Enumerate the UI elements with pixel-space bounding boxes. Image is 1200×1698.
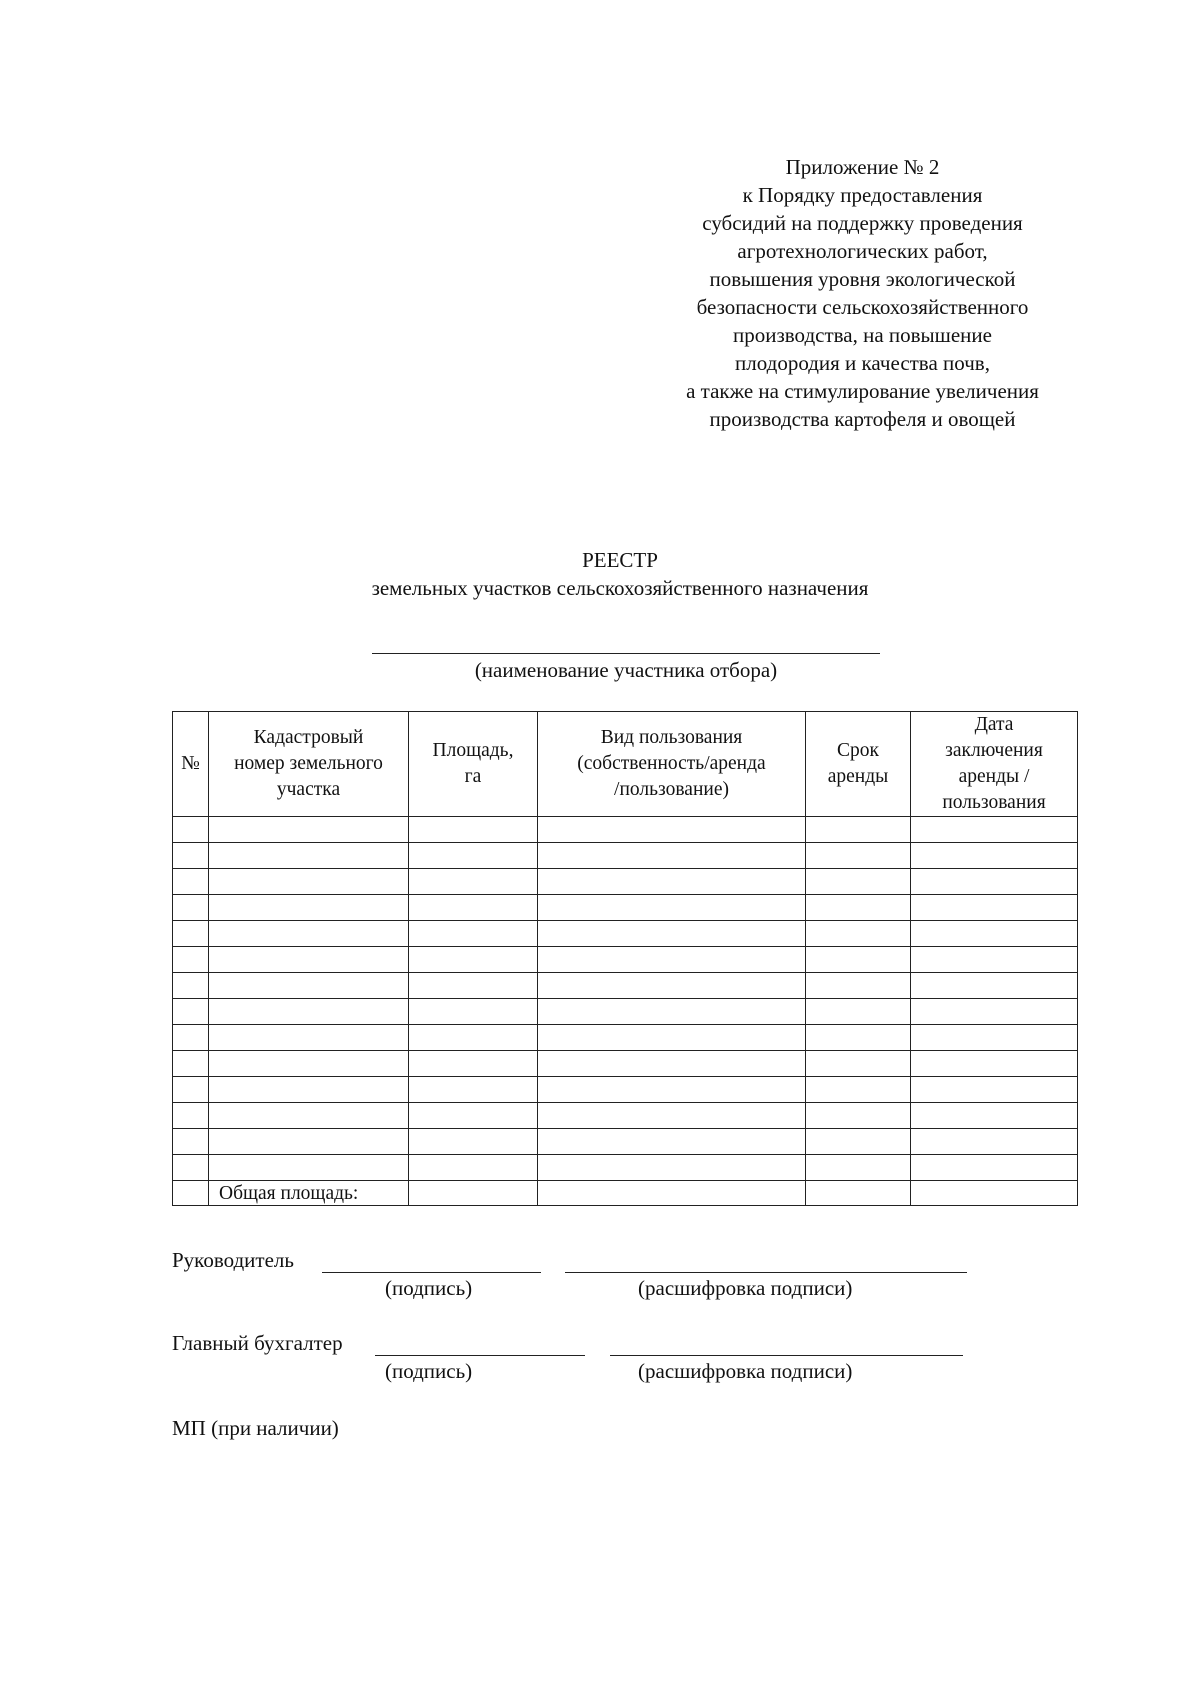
cell-contract-date[interactable] [911, 895, 1078, 921]
registry-body [173, 817, 1078, 1181]
cell-area[interactable] [409, 1129, 538, 1155]
cell-cadastral-number[interactable] [209, 1077, 409, 1103]
cell-contract-date[interactable] [911, 1103, 1078, 1129]
document-subtitle: земельных участков сельскохозяйственного назначения [371, 576, 869, 600]
cell-contract-date[interactable] [911, 1077, 1078, 1103]
cell-use-type[interactable] [538, 895, 806, 921]
cell-cadastral-number[interactable] [209, 869, 409, 895]
cell-lease-term[interactable] [806, 817, 911, 843]
header-lease-term: Срок аренды [806, 712, 911, 817]
header-cadastral-number: Кадастровый номер земельного участка [209, 712, 409, 817]
cell-area[interactable] [409, 1103, 538, 1129]
table-row [173, 973, 1078, 999]
cell-use-type[interactable] [538, 869, 806, 895]
appendix-header [640, 153, 1085, 433]
cell-use-type[interactable] [538, 999, 806, 1025]
cell-use-type[interactable] [538, 1077, 806, 1103]
cell-use-type[interactable] [538, 973, 806, 999]
cell-number[interactable] [173, 869, 209, 895]
cell-contract-date[interactable] [911, 869, 1078, 895]
cell-area[interactable] [409, 973, 538, 999]
appendix-line: агротехнологических работ, [737, 239, 988, 263]
cell-lease-term[interactable] [806, 1129, 911, 1155]
document-title: РЕЕСТР [582, 548, 658, 572]
cell-lease-term[interactable] [806, 921, 911, 947]
cell-area[interactable] [409, 1051, 538, 1077]
accountant-decoding-line[interactable] [610, 1355, 963, 1356]
head-signature-line[interactable] [322, 1272, 541, 1273]
table-row [173, 921, 1078, 947]
table-row [173, 895, 1078, 921]
cell-lease-term[interactable] [806, 947, 911, 973]
head-signature-caption: (подпись) [385, 1276, 473, 1300]
cell-use-type[interactable] [538, 1155, 806, 1181]
cell-cadastral-number[interactable] [209, 817, 409, 843]
total-area-value[interactable] [409, 1181, 538, 1206]
header-contract-date: Дата заключения аренды / пользования [911, 712, 1078, 817]
cell-area[interactable] [409, 1155, 538, 1181]
table-row [173, 999, 1078, 1025]
head-decoding-line[interactable] [565, 1272, 967, 1273]
cell-use-type[interactable] [538, 1103, 806, 1129]
cell-cadastral-number[interactable] [209, 921, 409, 947]
cell-number[interactable] [173, 921, 209, 947]
appendix-line: Приложение № 2 [785, 155, 940, 179]
cell-contract-date[interactable] [911, 817, 1078, 843]
accountant-label: Главный бухгалтер [172, 1331, 343, 1355]
cell-number[interactable] [173, 1077, 209, 1103]
stamp-note: МП (при наличии) [172, 1416, 339, 1440]
cell-use-type[interactable] [538, 1129, 806, 1155]
total-number-cell [173, 1181, 209, 1206]
appendix-line: плодородия и качества почв, [735, 351, 990, 375]
cell-lease-term[interactable] [806, 843, 911, 869]
appendix-line: а также на стимулирование увеличения [686, 379, 1039, 403]
cell-number[interactable] [173, 1025, 209, 1051]
total-row [173, 1181, 1078, 1206]
cell-area[interactable] [409, 947, 538, 973]
head-label: Руководитель [172, 1248, 294, 1272]
table-row [173, 817, 1078, 843]
cell-cadastral-number[interactable] [209, 947, 409, 973]
cell-use-type[interactable] [538, 843, 806, 869]
total-empty-cell [806, 1181, 911, 1206]
cell-number[interactable] [173, 895, 209, 921]
total-area-label: Общая площадь: [209, 1181, 409, 1206]
table-row [173, 1103, 1078, 1129]
appendix-line: субсидий на поддержку проведения [702, 211, 1023, 235]
cell-area[interactable] [409, 869, 538, 895]
cell-cadastral-number[interactable] [209, 1103, 409, 1129]
table-row [173, 843, 1078, 869]
accountant-signature-caption: (подпись) [385, 1359, 473, 1383]
appendix-line: к Порядку предоставления [742, 183, 983, 207]
cell-area[interactable] [409, 1025, 538, 1051]
cell-lease-term[interactable] [806, 1155, 911, 1181]
total-empty-cell [911, 1181, 1078, 1206]
table-row [173, 1155, 1078, 1181]
cell-use-type[interactable] [538, 1025, 806, 1051]
table-row [173, 1051, 1078, 1077]
document-title-block [0, 546, 1200, 602]
cell-number[interactable] [173, 1051, 209, 1077]
cell-lease-term[interactable] [806, 1051, 911, 1077]
cell-area[interactable] [409, 895, 538, 921]
appendix-line: производства картофеля и овощей [709, 407, 1016, 431]
cell-number[interactable] [173, 973, 209, 999]
participant-name-line[interactable] [372, 653, 880, 654]
participant-caption: (наименование участника отбора) [474, 658, 778, 682]
cell-contract-date[interactable] [911, 921, 1078, 947]
cell-contract-date[interactable] [911, 1025, 1078, 1051]
cell-contract-date[interactable] [911, 1129, 1078, 1155]
cell-cadastral-number[interactable] [209, 1051, 409, 1077]
table-row [173, 947, 1078, 973]
total-empty-cell [538, 1181, 806, 1206]
appendix-line: повышения уровня экологической [709, 267, 1016, 291]
cell-contract-date[interactable] [911, 947, 1078, 973]
cell-contract-date[interactable] [911, 1051, 1078, 1077]
cell-lease-term[interactable] [806, 895, 911, 921]
table-row [173, 869, 1078, 895]
table-row [173, 1129, 1078, 1155]
table-row [173, 1077, 1078, 1103]
cell-area[interactable] [409, 999, 538, 1025]
cell-number[interactable] [173, 999, 209, 1025]
cell-number[interactable] [173, 1129, 209, 1155]
cell-contract-date[interactable] [911, 1155, 1078, 1181]
cell-number[interactable] [173, 947, 209, 973]
cell-cadastral-number[interactable] [209, 973, 409, 999]
cell-cadastral-number[interactable] [209, 999, 409, 1025]
accountant-signature-line[interactable] [375, 1355, 585, 1356]
cell-number[interactable] [173, 817, 209, 843]
header-use-type: Вид пользования (собственность/аренда /пользование) [538, 712, 806, 817]
registry-table [172, 711, 1078, 1206]
cell-area[interactable] [409, 817, 538, 843]
cell-number[interactable] [173, 1155, 209, 1181]
cell-lease-term[interactable] [806, 973, 911, 999]
head-decoding-caption: (расшифровка подписи) [638, 1276, 853, 1300]
table-row [173, 1025, 1078, 1051]
cell-lease-term[interactable] [806, 999, 911, 1025]
cell-lease-term[interactable] [806, 1077, 911, 1103]
cell-contract-date[interactable] [911, 999, 1078, 1025]
cell-lease-term[interactable] [806, 869, 911, 895]
cell-cadastral-number[interactable] [209, 1025, 409, 1051]
cell-cadastral-number[interactable] [209, 895, 409, 921]
cell-area[interactable] [409, 921, 538, 947]
cell-area[interactable] [409, 843, 538, 869]
cell-area[interactable] [409, 1077, 538, 1103]
header-area: Площадь, га [409, 712, 538, 817]
header-number: № [173, 712, 209, 817]
cell-lease-term[interactable] [806, 1103, 911, 1129]
cell-use-type[interactable] [538, 1051, 806, 1077]
table-header-row [173, 712, 1078, 817]
cell-cadastral-number[interactable] [209, 1129, 409, 1155]
cell-number[interactable] [173, 1103, 209, 1129]
cell-contract-date[interactable] [911, 973, 1078, 999]
cell-use-type[interactable] [538, 817, 806, 843]
cell-cadastral-number[interactable] [209, 1155, 409, 1181]
cell-cadastral-number[interactable] [209, 843, 409, 869]
cell-lease-term[interactable] [806, 1025, 911, 1051]
cell-use-type[interactable] [538, 947, 806, 973]
cell-number[interactable] [173, 843, 209, 869]
appendix-line: производства, на повышение [733, 323, 992, 347]
appendix-line: безопасности сельскохозяйственного [696, 295, 1029, 319]
cell-contract-date[interactable] [911, 843, 1078, 869]
cell-use-type[interactable] [538, 921, 806, 947]
accountant-decoding-caption: (расшифровка подписи) [638, 1359, 853, 1383]
